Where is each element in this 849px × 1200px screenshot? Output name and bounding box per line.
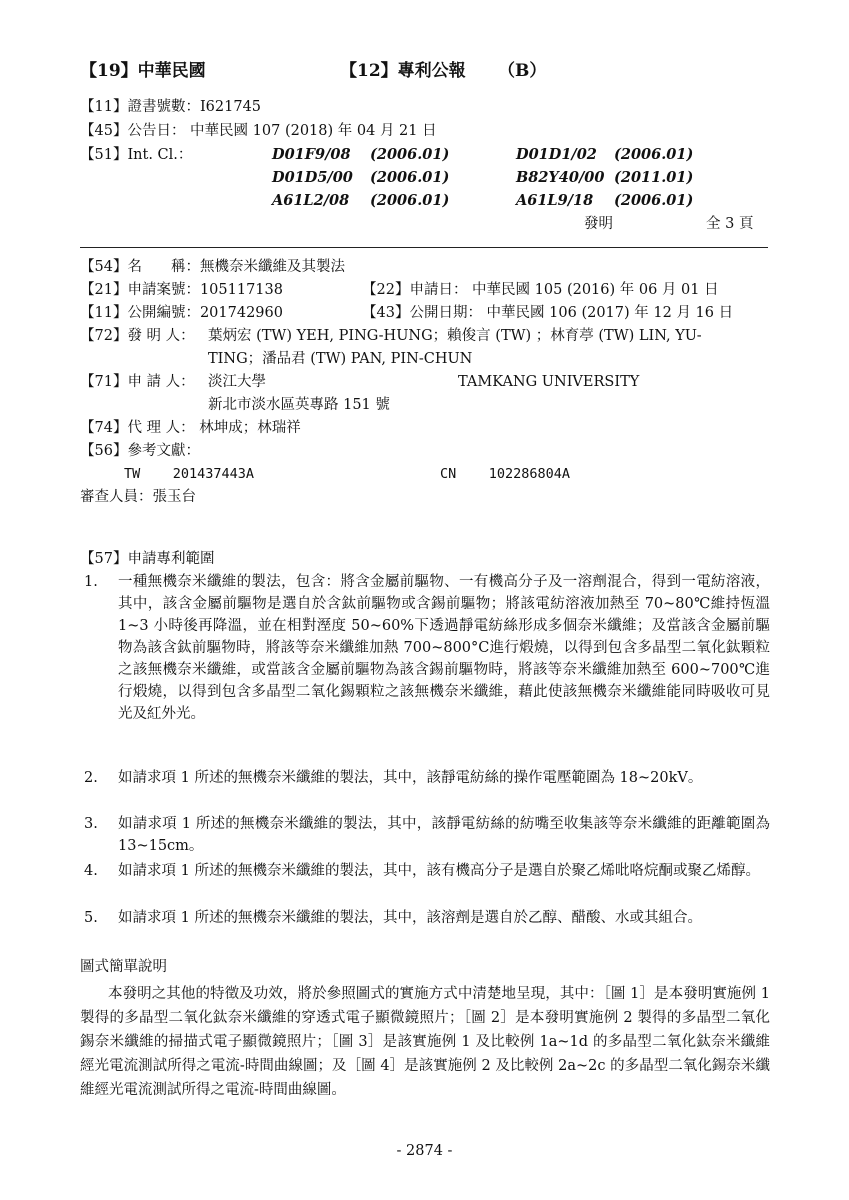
- ipc-code: A61L2/08: [272, 192, 350, 209]
- country-header: 【19】中華民國: [80, 61, 206, 81]
- divider-line: [80, 247, 768, 248]
- kind-code: （B）: [498, 61, 547, 81]
- page-number: - 2874 -: [396, 1143, 453, 1159]
- ipc-version: (2006.01): [614, 192, 694, 209]
- category-label: 發明: [584, 216, 613, 232]
- claim-number: 1.: [84, 574, 98, 590]
- claim-item: [80, 571, 770, 725]
- gazette-title: 【12】專利公報: [340, 61, 466, 81]
- examiner: 審查人員：張玉台: [80, 489, 196, 505]
- publication-date: 【43】公開日期： 中華民國 106 (2017) 年 12 月 16 日: [362, 305, 734, 321]
- claim-text: 如請求項 1 所述的無機奈米纖維的製法，其中，該靜電紡絲的操作電壓範圍為 18~20kV。: [118, 770, 703, 786]
- applicant-label: 【71】申 請 人：: [80, 374, 195, 390]
- inventors-line-1: 葉炳宏 (TW) YEH, PING-HUNG；賴俊言 (TW) ；林育葶 (TW) LIN, YU-: [208, 328, 702, 344]
- intcl-label: 【51】Int. Cl.：: [80, 147, 193, 163]
- certificate-number: 【11】證書號數：I621745: [80, 99, 262, 115]
- claim-number: 4.: [84, 863, 98, 879]
- claim-item: [80, 907, 770, 929]
- drawings-description: 本發明之其他的特徵及功效，將於參照圖式的實施方式中清楚地呈現，其中：［圖 1］是本發明實施例 1 製得的多晶型二氧化鈦奈米纖維的穿透式電子顯微鏡照片；［圖 2］是本發明實施例 2 製得的多晶型二氧化錫奈米纖維的掃描式電子顯微鏡照片；［圖 3］是該實施例 1 及比較例 1a~1d 的多晶型二氧化鈦奈米纖維經光電流測試所得之電流-時間曲線圖；及［圖 4］是該實施例 2 及比較例 2a~2c 的多晶型二氧化錫奈米纖維經光電流測試所得之電流-時間曲線圖。: [80, 986, 770, 1098]
- ipc-code: D01F9/08: [272, 146, 351, 163]
- announcement-date: 【45】公告日： 中華民國 107 (2018) 年 04 月 21 日: [80, 123, 437, 139]
- ipc-version: (2006.01): [370, 192, 450, 209]
- reference-tw: TW 201437443A: [124, 466, 255, 482]
- ipc-version: (2006.01): [370, 146, 450, 163]
- inventors-line-2: TING；潘品君 (TW) PAN, PIN-CHUN: [208, 351, 473, 367]
- application-date: 【22】申請日： 中華民國 105 (2016) 年 06 月 01 日: [362, 282, 719, 298]
- publication-number: 【11】公開編號：201742960: [80, 305, 283, 321]
- agent: 【74】代 理 人： 林坤成；林瑞祥: [80, 420, 301, 436]
- application-number: 【21】申請案號：105117138: [80, 282, 283, 298]
- claim-text: 如請求項 1 所述的無機奈米纖維的製法，其中，該溶劑是選自於乙醇、醋酸、水或其組合。: [118, 910, 702, 926]
- drawings-heading: 圖式簡單說明: [80, 959, 167, 975]
- claim-number: 2.: [84, 770, 98, 786]
- references-label: 【56】參考文獻：: [80, 443, 200, 459]
- claims-heading: 【57】申請專利範圍: [80, 551, 215, 567]
- ipc-code: A61L9/18: [516, 192, 594, 209]
- applicant-name-cn: 淡江大學: [208, 374, 266, 390]
- inventor-label: 【72】發 明 人：: [80, 328, 195, 344]
- reference-cn: CN 102286804A: [440, 466, 571, 482]
- claim-number: 5.: [84, 910, 98, 926]
- patent-title: 【54】名 稱：無機奈米纖維及其製法: [80, 259, 345, 275]
- claim-item: [80, 767, 770, 789]
- applicant-name-en: TAMKANG UNIVERSITY: [458, 374, 640, 390]
- ipc-version: (2006.01): [370, 169, 450, 186]
- ipc-code: D01D5/00: [272, 169, 353, 186]
- claim-number: 3.: [84, 816, 98, 832]
- claim-text: 如請求項 1 所述的無機奈米纖維的製法，其中，該有機高分子是選自於聚乙烯吡咯烷酮或聚乙烯醇。: [118, 863, 760, 879]
- claim-text: 如請求項 1 所述的無機奈米纖維的製法，其中，該靜電紡絲的紡嘴至收集該等奈米纖維的距離範圍為 13~15cm。: [118, 816, 770, 854]
- ipc-version: (2006.01): [614, 146, 694, 163]
- claim-item: [80, 813, 770, 857]
- claim-text: 一種無機奈米纖維的製法，包含：將含金屬前驅物、一有機高分子及一溶劑混合，得到一電紡溶液，其中，該含金屬前驅物是選自於含鈦前驅物或含錫前驅物；將該電紡溶液加熱至 70~80℃維持恆溫 1~3 小時後再降溫，並在相對溼度 50~60%下透過靜電紡絲形成多個奈米纖維；及當該含金屬前驅物為該含鈦前驅物時，將該等奈米纖維加熱 700~800°C進行煅燒，以得到包含多晶型二氧化鈦顆粒之該無機奈米纖維，或當該含金屬前驅物為該含錫前驅物時，將該等奈米纖維加熱至 600~700℃進行煅燒，以得到包含多晶型二氧化錫顆粒之該無機奈米纖維，藉此使該無機奈米纖維能同時吸收可見光及紅外光。: [118, 574, 770, 722]
- ipc-code: D01D1/02: [516, 146, 597, 163]
- applicant-address: 新北市淡水區英專路 151 號: [208, 397, 390, 413]
- ipc-code: B82Y40/00: [516, 169, 605, 186]
- page-count: 全 3 頁: [706, 216, 754, 232]
- ipc-version: (2011.01): [614, 169, 694, 186]
- claim-item: [80, 860, 770, 882]
